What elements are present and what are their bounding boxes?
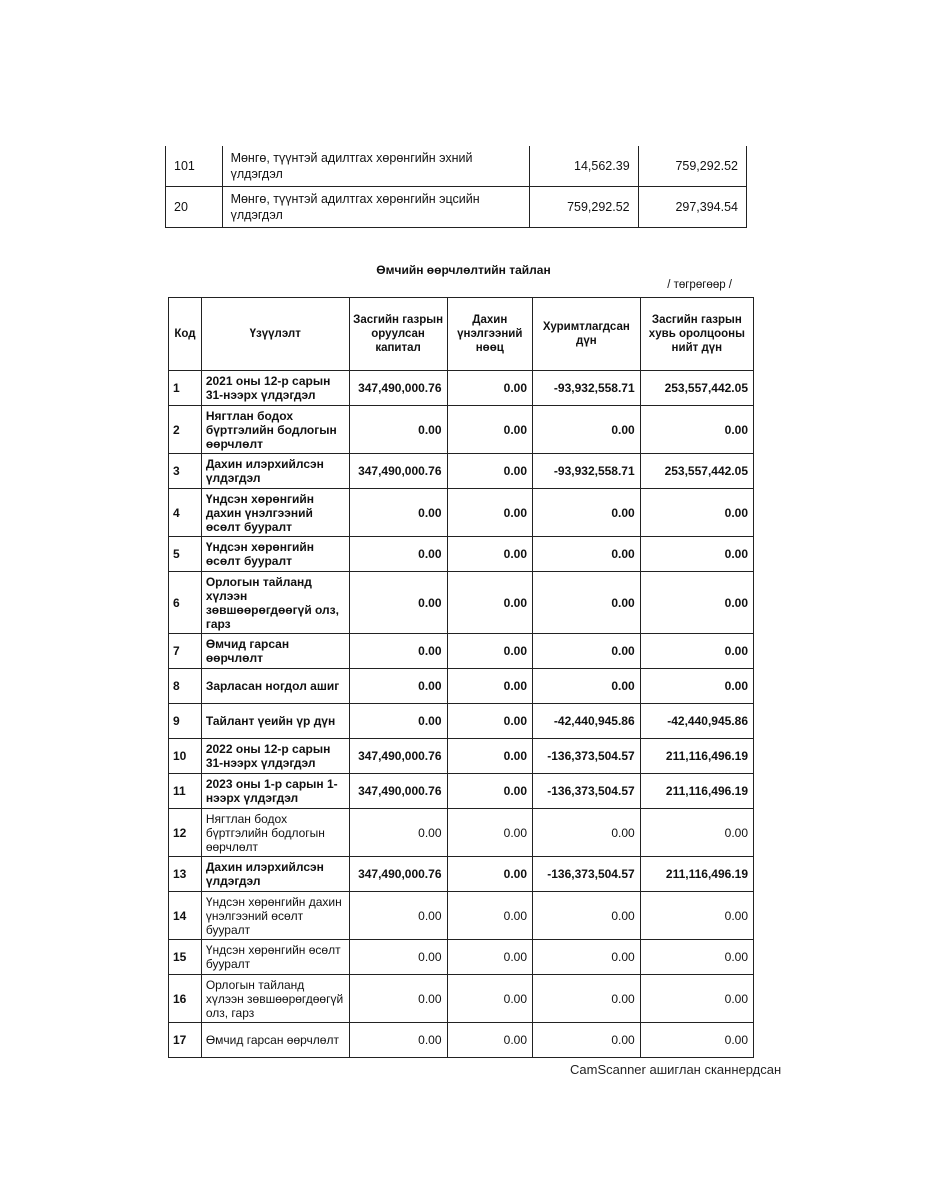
value-revaluation-reserve: 0.00: [447, 975, 533, 1023]
value-accumulated: 0.00: [533, 975, 641, 1023]
value-accumulated: 0.00: [533, 892, 641, 940]
value-total: 0.00: [640, 634, 753, 669]
value-total: 253,557,442.05: [640, 454, 753, 489]
value-total: 211,116,496.19: [640, 739, 753, 774]
row-code: 2: [169, 406, 202, 454]
value-gov-capital: 0.00: [349, 537, 447, 572]
scanner-watermark: CamScanner ашиглан сканнердсан: [570, 1062, 782, 1077]
header-gov-capital: Засгийн газрын оруулсан капитал: [349, 298, 447, 371]
row-description: 2023 оны 1-р сарын 1-нээрх үлдэгдэл: [201, 774, 349, 809]
value-revaluation-reserve: 0.00: [447, 1023, 533, 1058]
table-row: [169, 704, 754, 739]
table-row: [169, 857, 754, 892]
row-description: Үндсэн хөрөнгийн дахин үнэлгээний өсөлт бууралт: [201, 489, 349, 537]
value-total: 0.00: [640, 892, 753, 940]
table-row: [169, 406, 754, 454]
row-code: 4: [169, 489, 202, 537]
row-code: 5: [169, 537, 202, 572]
value-total: 0.00: [640, 572, 753, 634]
value-accumulated: -93,932,558.71: [533, 454, 641, 489]
value-accumulated: -136,373,504.57: [533, 739, 641, 774]
value-revaluation-reserve: 0.00: [447, 572, 533, 634]
value-revaluation-reserve: 0.00: [447, 669, 533, 704]
value-revaluation-reserve: 0.00: [447, 739, 533, 774]
row-description: Өмчид гарсан өөрчлөлт: [201, 1023, 349, 1058]
value-revaluation-reserve: 0.00: [447, 857, 533, 892]
value-revaluation-reserve: 0.00: [447, 774, 533, 809]
row-code: 15: [169, 940, 202, 975]
row-code: 14: [169, 892, 202, 940]
value-gov-capital: 0.00: [349, 406, 447, 454]
table-row: [169, 489, 754, 537]
value-total: 0.00: [640, 669, 753, 704]
value-total: -42,440,945.86: [640, 704, 753, 739]
row-code: 101: [166, 146, 223, 187]
value-accumulated: 0.00: [533, 1023, 641, 1058]
table-row: [169, 809, 754, 857]
row-code: 9: [169, 704, 202, 739]
value-total: 253,557,442.05: [640, 371, 753, 406]
value-accumulated: -136,373,504.57: [533, 774, 641, 809]
table-row: [169, 537, 754, 572]
value-gov-capital: 0.00: [349, 572, 447, 634]
row-code: 12: [169, 809, 202, 857]
header-total: Засгийн газрын хувь оролцооны нийт дүн: [640, 298, 753, 371]
header-code: Код: [169, 298, 202, 371]
value-accumulated: -42,440,945.86: [533, 704, 641, 739]
value-gov-capital: 0.00: [349, 704, 447, 739]
table-row: [169, 739, 754, 774]
value-total: 0.00: [640, 975, 753, 1023]
value-revaluation-reserve: 0.00: [447, 634, 533, 669]
row-description: Өмчид гарсан өөрчлөлт: [201, 634, 349, 669]
value-revaluation-reserve: 0.00: [447, 371, 533, 406]
value-gov-capital: 347,490,000.76: [349, 739, 447, 774]
value-gov-capital: 0.00: [349, 489, 447, 537]
row-code: 7: [169, 634, 202, 669]
value-revaluation-reserve: 0.00: [447, 704, 533, 739]
value-gov-capital: 0.00: [349, 809, 447, 857]
row-description: Нягтлан бодох бүртгэлийн бодлогын өөрчлөлт: [201, 406, 349, 454]
value-gov-capital: 0.00: [349, 669, 447, 704]
value-revaluation-reserve: 0.00: [447, 892, 533, 940]
value-total: 0.00: [640, 1023, 753, 1058]
value-revaluation-reserve: 0.00: [447, 809, 533, 857]
row-code: 8: [169, 669, 202, 704]
row-code: 16: [169, 975, 202, 1023]
header-description: Үзүүлэлт: [201, 298, 349, 371]
equity-changes-table: [168, 297, 754, 1058]
table-row: [169, 940, 754, 975]
value-gov-capital: 0.00: [349, 1023, 447, 1058]
value-gov-capital: 347,490,000.76: [349, 454, 447, 489]
value-gov-capital: 347,490,000.76: [349, 857, 447, 892]
value-total: 0.00: [640, 537, 753, 572]
value-gov-capital: 347,490,000.76: [349, 371, 447, 406]
table-row: [169, 975, 754, 1023]
table-row: [166, 187, 747, 228]
row-code: 3: [169, 454, 202, 489]
row-description: Үндсэн хөрөнгийн өсөлт бууралт: [201, 537, 349, 572]
table-row: [169, 892, 754, 940]
row-description: Мөнгө, түүнтэй адилтгах хөрөнгийн эхний үлдэгдэл: [222, 146, 530, 187]
table-row: [169, 454, 754, 489]
value-accumulated: 0.00: [533, 489, 641, 537]
cash-balance-table: [165, 146, 747, 228]
value-accumulated: 0.00: [533, 809, 641, 857]
value-total: 0.00: [640, 940, 753, 975]
row-description: Орлогын тайланд хүлээн зөвшөөрөгдөөгүй олз, гарз: [201, 572, 349, 634]
value-revaluation-reserve: 0.00: [447, 454, 533, 489]
report-title: Өмчийн өөрчлөлтийн тайлан: [376, 263, 551, 277]
table-row: [166, 146, 747, 187]
value-total: 0.00: [640, 489, 753, 537]
table-row: [169, 634, 754, 669]
value-gov-capital: 0.00: [349, 892, 447, 940]
row-value: 297,394.54: [638, 187, 746, 228]
value-gov-capital: 347,490,000.76: [349, 774, 447, 809]
row-description: Дахин илэрхийлсэн үлдэгдэл: [201, 454, 349, 489]
row-code: 17: [169, 1023, 202, 1058]
unit-label: / төгрөгөөр /: [667, 279, 732, 291]
value-accumulated: 0.00: [533, 406, 641, 454]
value-accumulated: 0.00: [533, 634, 641, 669]
row-code: 20: [166, 187, 223, 228]
table-row: [169, 669, 754, 704]
value-gov-capital: 0.00: [349, 634, 447, 669]
row-description: Мөнгө, түүнтэй адилтгах хөрөнгийн эцсийн үлдэгдэл: [222, 187, 530, 228]
value-total: 0.00: [640, 809, 753, 857]
value-accumulated: -136,373,504.57: [533, 857, 641, 892]
value-revaluation-reserve: 0.00: [447, 489, 533, 537]
row-description: Зарласан ногдол ашиг: [201, 669, 349, 704]
row-description: Үндсэн хөрөнгийн өсөлт бууралт: [201, 940, 349, 975]
value-accumulated: 0.00: [533, 669, 641, 704]
header-accumulated: Хуримтлагдсан дүн: [533, 298, 641, 371]
row-value: 759,292.52: [530, 187, 638, 228]
row-description: Тайлант үеийн үр дүн: [201, 704, 349, 739]
value-gov-capital: 0.00: [349, 940, 447, 975]
row-code: 11: [169, 774, 202, 809]
row-description: 2022 оны 12-р сарын 31-нээрх үлдэгдэл: [201, 739, 349, 774]
value-revaluation-reserve: 0.00: [447, 940, 533, 975]
row-description: Нягтлан бодох бүртгэлийн бодлогын өөрчлөлт: [201, 809, 349, 857]
table-row: [169, 1023, 754, 1058]
row-description: Орлогын тайланд хүлээн зөвшөөрөгдөөгүй олз, гарз: [201, 975, 349, 1023]
row-description: 2021 оны 12-р сарын 31-нээрх үлдэгдэл: [201, 371, 349, 406]
row-description: Дахин илэрхийлсэн үлдэгдэл: [201, 857, 349, 892]
row-code: 10: [169, 739, 202, 774]
table-row: [169, 371, 754, 406]
value-accumulated: 0.00: [533, 940, 641, 975]
value-total: 0.00: [640, 406, 753, 454]
value-revaluation-reserve: 0.00: [447, 406, 533, 454]
value-gov-capital: 0.00: [349, 975, 447, 1023]
table-row: [169, 774, 754, 809]
value-total: 211,116,496.19: [640, 774, 753, 809]
value-accumulated: -93,932,558.71: [533, 371, 641, 406]
value-accumulated: 0.00: [533, 537, 641, 572]
value-revaluation-reserve: 0.00: [447, 537, 533, 572]
table-row: [169, 572, 754, 634]
row-code: 6: [169, 572, 202, 634]
row-code: 1: [169, 371, 202, 406]
row-code: 13: [169, 857, 202, 892]
row-description: Үндсэн хөрөнгийн дахин үнэлгээний өсөлт бууралт: [201, 892, 349, 940]
row-value: 14,562.39: [530, 146, 638, 187]
header-row: [169, 298, 754, 371]
header-revaluation-reserve: Дахин үнэлгээний нөөц: [447, 298, 533, 371]
row-value: 759,292.52: [638, 146, 746, 187]
value-total: 211,116,496.19: [640, 857, 753, 892]
value-accumulated: 0.00: [533, 572, 641, 634]
